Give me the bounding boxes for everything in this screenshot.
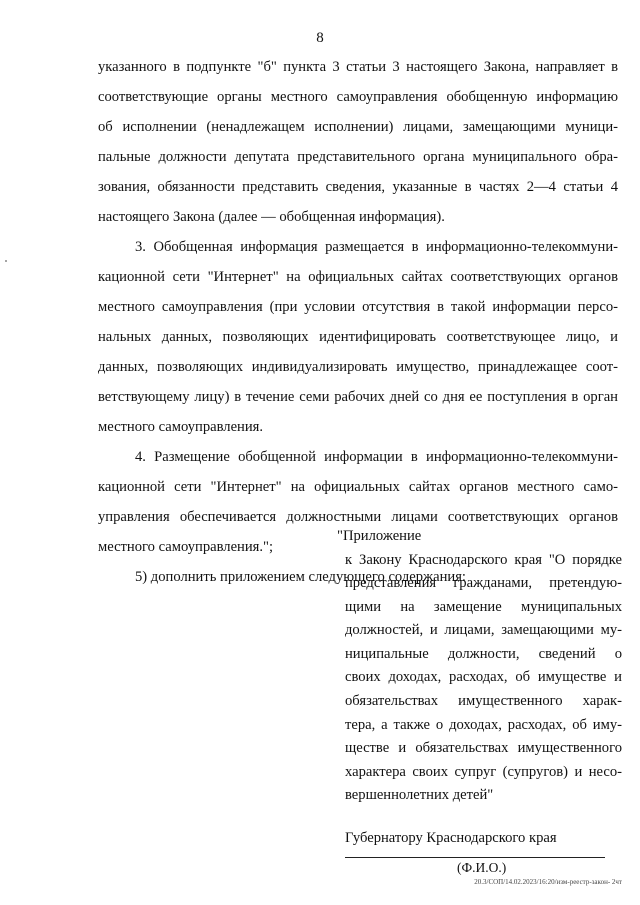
text-line: соответствующие органы местного самоуправления обобщенную информацию: [98, 89, 618, 105]
text-line: управления обеспечивается должностными лицами соответствующих органов: [98, 509, 618, 525]
text-line: данных, позволяющих индивидуализировать имущество, принадлежащее соот-: [98, 359, 618, 375]
appendix-line: щими на замещение муниципальных: [345, 598, 622, 615]
text-line: ветствующему лицу) в течение семи рабочих дней со дня ее поступления в орган: [98, 389, 618, 405]
appendix-line: обязательствах имущественного харак-: [345, 693, 622, 709]
margin-mark: [5, 260, 7, 262]
appendix-line: должностей, и лицами, замещающими му-: [345, 622, 622, 639]
appendix-line: характера своих супруг (супругов) и несо-: [345, 763, 622, 780]
fio-label: (Ф.И.О.): [457, 860, 507, 876]
text-line: местного самоуправления.: [98, 419, 264, 435]
text-line: кационной сети "Интернет" на официальных сайтах соответствующих органов: [98, 269, 618, 285]
signature-line: [345, 857, 605, 858]
text-line: указанного в подпункте "б" пункта 3 статьи 3 настоящего Закона, направляет в: [98, 59, 618, 75]
paragraph-5: 5) дополнить приложением следующего содержания:: [135, 569, 466, 585]
appendix-line: представления гражданами, претендую-: [345, 575, 622, 592]
text-line: об исполнении (ненадлежащем исполнении) лицами, замещающими муници-: [98, 119, 618, 135]
text-line: пальные должности депутата представительного органа муниципального обра-: [98, 149, 618, 165]
footer-code: 20.3/СОП/14.02.2023/16:20/изм-реестр-закон- 2чт: [474, 878, 622, 887]
appendix-heading: "Приложение: [337, 528, 422, 544]
text-line: местного самоуправления (при условии отсутствия в такой информации персо-: [98, 299, 618, 315]
appendix-line: вершеннолетних детей": [345, 787, 494, 804]
text-line: кационной сети "Интернет" на официальных сайтах органов местного само-: [98, 479, 618, 495]
text-line: зования, обязанности представить сведения, указанные в частях 2—4 статьи 4: [98, 179, 618, 195]
appendix-line: ществе и обязательствах имущественного: [345, 740, 622, 757]
page-number: 8: [316, 30, 324, 46]
appendix-line: своих доходах, расходах, об имуществе и: [345, 669, 622, 686]
appendix-line: к Закону Краснодарского края "О порядке: [345, 551, 622, 568]
text-line: 4. Размещение обобщенной информации в информационно-телекоммуни-: [135, 449, 618, 465]
text-line: 3. Обобщенная информация размещается в информационно-телекоммуни-: [135, 239, 618, 255]
text-line: настоящего Закона (далее — обобщенная информация).: [98, 209, 445, 225]
text-line: местного самоуправления.";: [98, 539, 274, 555]
appendix-line: тера, а также о доходах, расходах, об иму-: [345, 716, 622, 733]
addressee: Губернатору Краснодарского края: [345, 829, 557, 846]
text-line: нальных данных, позволяющих идентифицировать соответствующее лицо, и: [98, 329, 618, 345]
appendix-line: ниципальные должности, сведений о: [345, 645, 622, 662]
